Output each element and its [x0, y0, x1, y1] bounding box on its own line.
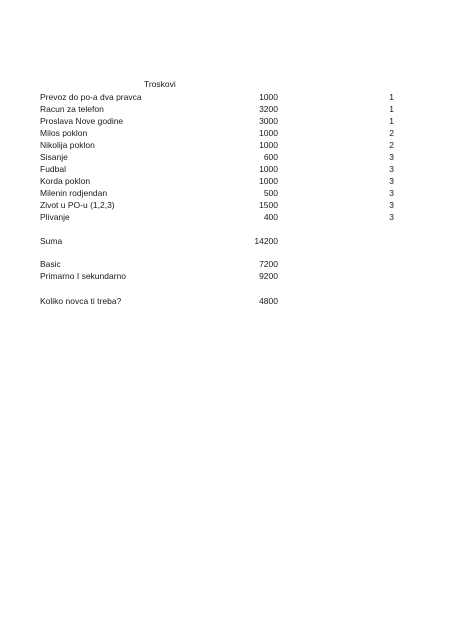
expense-amount: 1000: [259, 164, 278, 174]
expense-amount: 3000: [259, 116, 278, 126]
expense-label: Racun za telefon: [40, 104, 104, 114]
needed-money-row: [0, 296, 474, 308]
expense-priority: 3: [389, 188, 394, 198]
expense-amount: 1000: [259, 176, 278, 186]
primary-secondary-value: 9200: [259, 271, 278, 281]
expense-amount: 1500: [259, 200, 278, 210]
expense-label: Milos poklon: [40, 128, 88, 138]
expense-amount: 1000: [259, 128, 278, 138]
expense-label: Proslava Nove godine: [40, 116, 124, 126]
expense-label: Plivanje: [40, 212, 70, 222]
expense-label: Prevoz do po-a dva pravca: [40, 92, 142, 102]
expense-row: [0, 200, 474, 212]
expense-priority: 3: [389, 164, 394, 174]
expense-label: Milenin rodjendan: [40, 188, 108, 198]
expense-amount: 600: [263, 152, 278, 162]
expense-priority: 2: [389, 140, 394, 150]
expense-priority: 1: [389, 92, 394, 102]
sum-row: [0, 236, 474, 248]
expense-label: Zivot u PO-u (1,2,3): [40, 200, 115, 210]
expense-row: [0, 104, 474, 116]
sum-value: 14200: [254, 236, 278, 246]
expense-row: [0, 152, 474, 164]
expense-priority: 3: [389, 200, 394, 210]
expense-row: [0, 188, 474, 200]
expense-priority: 2: [389, 128, 394, 138]
expense-amount: 3200: [259, 104, 278, 114]
expense-priority: 3: [389, 152, 394, 162]
expense-row: [0, 140, 474, 152]
expense-row: [0, 116, 474, 128]
needed-money-label: Koliko novca ti treba?: [40, 296, 122, 306]
expense-priority: 3: [389, 176, 394, 186]
primary-secondary-label: Primarno I sekundarno: [40, 271, 126, 281]
expense-amount: 400: [263, 212, 278, 222]
basic-row: [0, 259, 474, 271]
expense-label: Korda poklon: [40, 176, 91, 186]
basic-value: 7200: [259, 259, 278, 269]
expense-label: Fudbal: [40, 164, 66, 174]
expense-row: [0, 164, 474, 176]
expense-amount: 500: [263, 188, 278, 198]
expense-priority: 3: [389, 212, 394, 222]
expense-label: Sisanje: [40, 152, 68, 162]
expense-row: [0, 212, 474, 224]
expense-row: [0, 176, 474, 188]
sum-label: Suma: [40, 236, 63, 246]
sheet-title: Troskovi: [144, 79, 176, 89]
expense-row: [0, 92, 474, 104]
expense-label: Nikolija poklon: [40, 140, 95, 150]
expense-priority: 1: [389, 104, 394, 114]
expense-amount: 1000: [259, 92, 278, 102]
primary-secondary-row: [0, 271, 474, 283]
expense-row: [0, 128, 474, 140]
basic-label: Basic: [40, 259, 61, 269]
expense-priority: 1: [389, 116, 394, 126]
expense-amount: 1000: [259, 140, 278, 150]
needed-money-value: 4800: [259, 296, 278, 306]
